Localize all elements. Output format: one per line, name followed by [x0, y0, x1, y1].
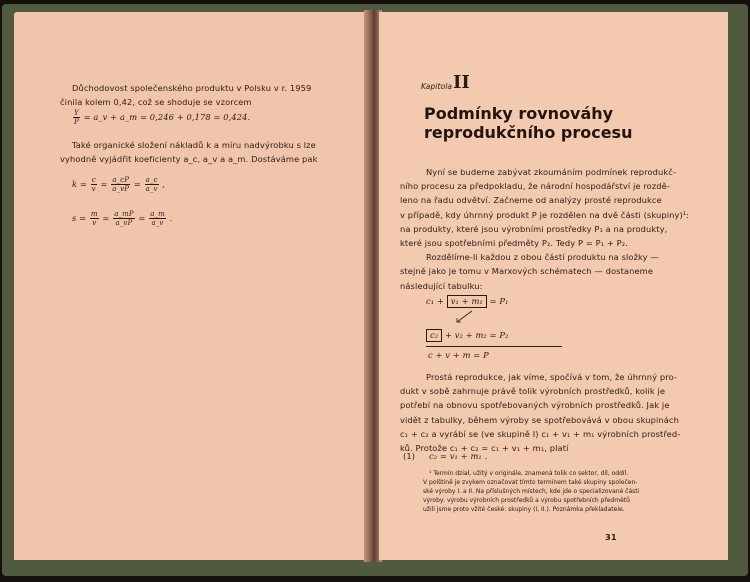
equation-number: (1): [403, 451, 416, 461]
fraction-numerator: a_mP: [114, 210, 134, 218]
fraction-denominator: a_v: [145, 185, 158, 193]
chapter-title: reprodukčního procesu: [424, 123, 633, 142]
equation-income: [72, 109, 250, 126]
fraction-numerator: a_cP: [112, 176, 130, 184]
punctuation: .: [169, 213, 173, 223]
fraction-denominator: P: [74, 118, 79, 126]
body-text: [400, 165, 706, 293]
footnote-line: V polštině je zvykem označovat tímto termínem také skupiny společen-: [423, 479, 638, 486]
table-cell: c₁ +: [426, 296, 444, 306]
fraction-denominator: v: [92, 219, 97, 227]
body-text: [400, 370, 706, 455]
table-row-1: [426, 294, 509, 308]
boxed-term: v₁ + m₁: [447, 295, 487, 308]
text-line: Nyní se budeme zabývat zkoumáním podmínek reprodukč-: [426, 167, 677, 177]
table-row-2: [426, 328, 509, 342]
fraction-numerator: Y: [74, 109, 79, 117]
table-divider: [426, 346, 562, 347]
equation-lhs: k =: [72, 179, 87, 189]
equals-sign: =: [102, 213, 110, 223]
footnote-line: ské výroby I. a II. Na příslušných místech, kde jde o specializované části: [423, 488, 640, 495]
equals-sign: =: [138, 213, 146, 223]
equation-k: [72, 176, 165, 193]
footnote-line: výroby: výrobu výrobních prostředků a výrobu spotřebních předmětů: [423, 497, 630, 504]
left-page: [14, 12, 367, 560]
boxed-term: c₂: [426, 329, 442, 342]
fraction-numerator: a_m: [150, 210, 165, 218]
equals-sign: =: [133, 179, 141, 189]
page-number: 31: [605, 532, 617, 542]
arrow-icon: [452, 309, 476, 325]
chapter-number: II: [453, 72, 470, 93]
reproduction-table: [422, 294, 582, 369]
right-page: [379, 12, 728, 560]
text-line: dukt v sobě zahrnuje právě tolik výrobních prostředků, kolik je: [400, 386, 666, 397]
text-line: stejně jako je tomu v Marxových schématech — dostaneme: [400, 266, 654, 277]
text-line: vidět z tabulky, během výroby se spotřebovává v obou skupinách: [400, 414, 679, 425]
footnote: [423, 469, 713, 514]
paragraph-line: činila kolem 0,42, což se shoduje se vzorcem: [60, 97, 252, 107]
text-line: které jsou spotřebními předměty P₂. Tedy P = P₁ + P₂.: [400, 238, 628, 249]
text-line: následující tabulku:: [400, 280, 483, 291]
footnote-line: užili jsme proto vžité české: skupiny (I, II.). Poznámka překladatele.: [423, 506, 625, 513]
paragraph-line: Důchodovost společenského produktu v Polsku v r. 1959: [72, 83, 312, 93]
fraction-numerator: c: [91, 176, 96, 184]
equation-rhs: = a_v + a_m = 0,246 + 0,178 = 0,424.: [83, 112, 251, 122]
equation-lhs: s =: [72, 213, 87, 223]
fraction-denominator: v: [91, 185, 96, 193]
table-cell: + v₂ + m₂ = P₂: [444, 330, 509, 340]
fraction-denominator: a_v: [151, 219, 164, 227]
paragraph-line: Také organické složení nákladů k a míru nadvýrobku s lze: [72, 140, 316, 150]
fraction-denominator: a_vP: [112, 185, 130, 193]
text-line: potřebí na obnovu spotřebovaných výrobních prostředků. Jak je: [400, 400, 670, 411]
text-line: na produkty, které jsou výrobními prostředky P₁ a na produkty,: [400, 223, 668, 234]
footnote-line: ¹ Termín dział, užitý v originále, znamená tolik co sektor, díl, oddíl.: [429, 470, 629, 477]
text-line: leno na řadu odvětví. Začneme od analýzy prosté reprodukce: [400, 195, 662, 206]
chapter-title: Podmínky rovnováhy: [424, 104, 614, 123]
fraction-denominator: a_vP: [115, 219, 133, 227]
text-line: ků. Protože c₁ + c₂ = c₁ + v₁ + m₁, platí: [400, 443, 569, 454]
text-line: c₁ + c₂ a vyrábí se (ve skupině I) c₁ + v₁ + m₁ výrobních prostřed-: [400, 428, 681, 439]
equals-sign: =: [100, 179, 108, 189]
fraction-numerator: m: [90, 210, 98, 218]
paragraph-line: vyhodně vyjádřit koeficienty a_c, a_v a a_m. Dostáváme pak: [60, 154, 318, 164]
text-line: v případě, kdy úhrnný produkt P je rozdělen na dvě části (skupiny)¹:: [400, 209, 690, 220]
equation-s: [72, 210, 172, 227]
punctuation: ,: [162, 179, 166, 189]
chapter-label: Kapitola: [421, 82, 453, 91]
fraction-numerator: a_c: [145, 176, 158, 184]
equation-1: c₂ = v₁ + m₁ .: [429, 451, 488, 461]
table-cell: = P₁: [489, 296, 509, 306]
table-row-3: c + v + m = P: [428, 350, 489, 360]
text-line: Prostá reprodukce, jak víme, spočívá v tom, že úhrnný pro-: [426, 372, 678, 382]
text-line: ního procesu za předpokladu, že národní hospodářství je rozdě-: [400, 181, 670, 192]
text-line: Rozdělíme-li každou z obou částí produktu na složky —: [426, 252, 659, 263]
